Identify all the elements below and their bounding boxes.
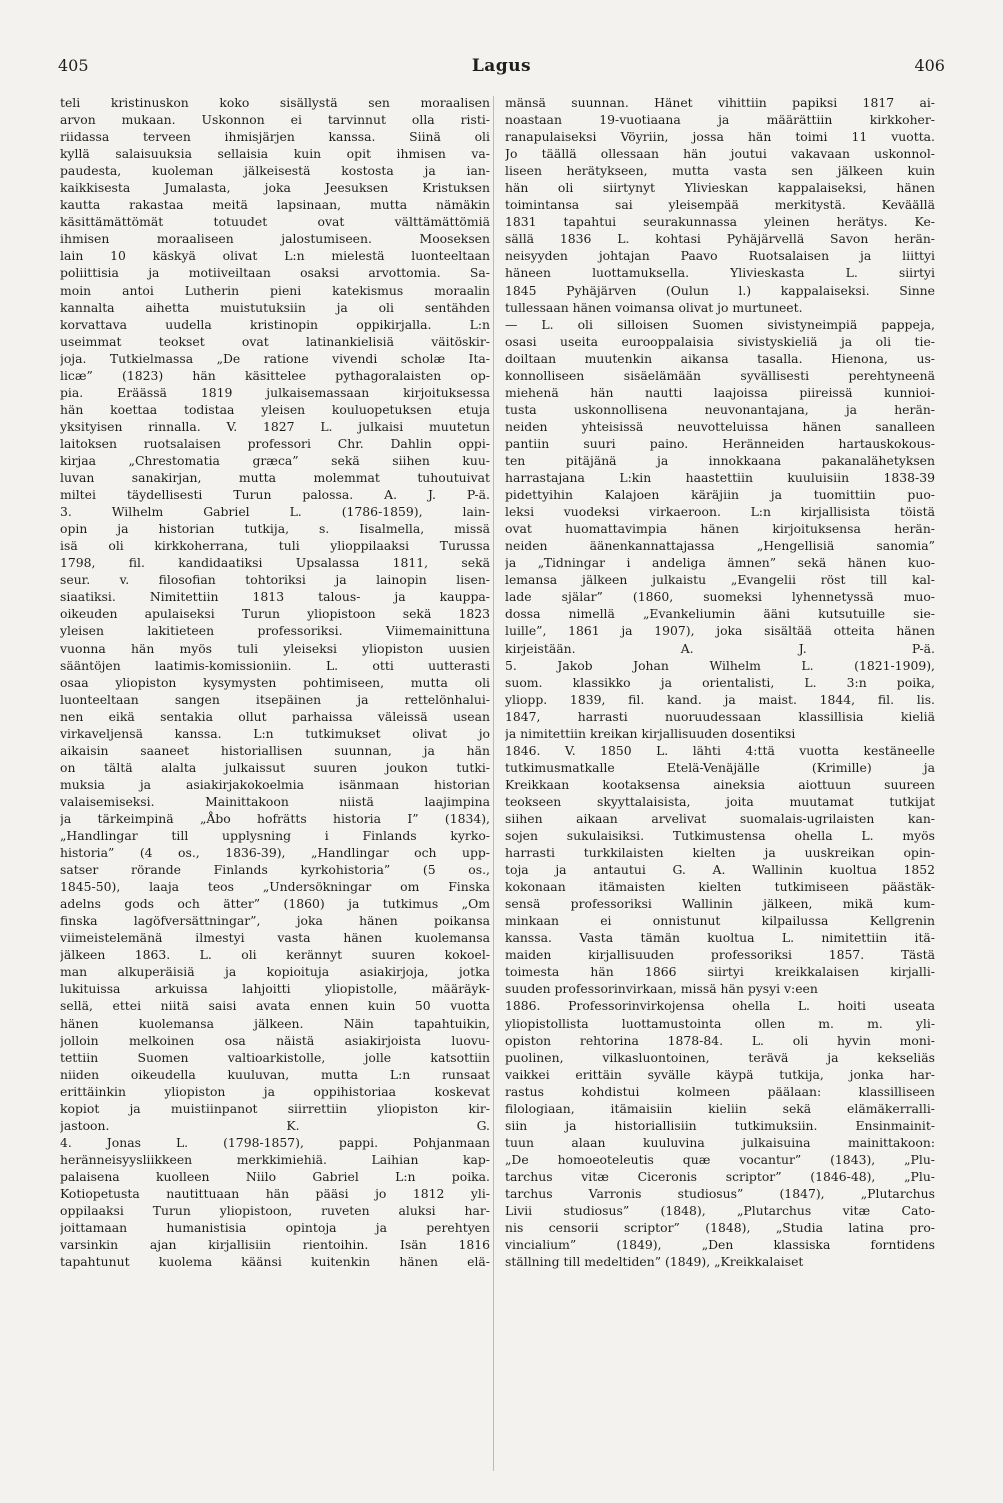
text-line: riidassa terveen ihmisjärjen kanssa. Siinä oli (60, 129, 490, 145)
text-line: Jo täällä ollessaan hän joutui vakavaan uskonnol- (505, 146, 935, 162)
text-line: palaisena kuolleen Niilo Gabriel L:n poika. (60, 1168, 490, 1184)
text-line: doiltaan muutenkin aikansa tasalla. Hienona, us- (505, 350, 935, 366)
right-column (505, 94, 935, 1474)
text-line: oikeuden apulaiseksi Turun yliopistoon sekä 1823 (60, 606, 490, 622)
text-line: useimmat teokset ovat latinankielisiä väitöskir- (60, 333, 490, 349)
text-line: historia” (4 os., 1836-39), „Handlingar och upp- (60, 845, 490, 861)
right-page-number: 406 (914, 56, 945, 75)
text-line: jolloin melkoinen osa näistä asiakirjoista luovu- (60, 1032, 490, 1048)
text-line: nis censorii scriptor” (1848), „Studia latina pro- (505, 1220, 935, 1236)
text-line: luonteeltaan sangen itsepäinen ja rettelönhalui- (60, 691, 490, 707)
text-line: neiden äänenkannattajassa „Hengellisiä sanomia” (505, 538, 935, 554)
text-line: ranapulaiseksi Vöyriin, jossa hän toimi 11 vuotta. (505, 129, 935, 145)
text-line: sellä, ettei niitä saisi avata ennen kuin 50 vuotta (60, 998, 490, 1014)
text-line: Kreikkaan kootaksensa aineksia aiottuun suureen (505, 776, 935, 792)
text-line: kopiot ja muistiinpanot siirrettiin yliopiston kir- (60, 1100, 490, 1116)
text-line: Kotiopetusta nautittuaan hän pääsi jo 1812 yli- (60, 1186, 490, 1201)
text-line: nen eikä sentakia ollut parhaissa väleissä usean (60, 708, 490, 724)
text-line: mänsä suunnan. Hänet vihittiin papiksi 1817 ai- (505, 95, 935, 110)
text-line: puolinen, vilkasluontoinen, terävä ja kekseliäs (505, 1049, 935, 1065)
text-line: kanssa. Vasta tämän kuoltua L. nimitettiin itä- (505, 930, 935, 946)
text-line: toja ja antautui G. A. Wallinin kuoltua 1852 (505, 862, 935, 878)
text-line: joittamaan humanistisia opintoja ja perehtyen (60, 1220, 490, 1236)
text-line: paudesta, kuoleman jälkeisestä kostosta ja ian- (60, 163, 490, 179)
text-line: 3. Wilhelm Gabriel L. (1786-1859), lain- (60, 504, 490, 520)
page-header (58, 56, 945, 82)
text-line: 1798, fil. kandidaatiksi Upsalassa 1811, sekä (60, 555, 490, 571)
text-line: toimesta hän 1866 siirtyi kreikkalaisen kirjalli- (505, 964, 935, 980)
text-line: dossa nimellä „Evankeliumin ääni kutsutuille sie- (505, 606, 935, 622)
text-line: suom. klassikko ja orientalisti, L. 3:n poika, (505, 674, 935, 690)
text-line: harrastajana L:kin haastettiin kuuluisiin 1838-39 (505, 470, 935, 486)
column-divider (493, 96, 494, 1471)
text-line: 1846. V. 1850 L. lähti 4:ttä vuotta kestäneelle (505, 742, 935, 758)
text-line: kirjaa „Chrestomatia græca” sekä siihen kuu- (60, 452, 490, 468)
text-line: siihen aikaan arvelivat suomalais-ugrilaisten kan- (505, 810, 935, 826)
text-line: maiden kirjallisuuden professoriksi 1857. Tästä (505, 947, 935, 963)
text-line: filologiaan, itämaisiin kieliin sekä elämäkerralli- (505, 1100, 935, 1116)
text-line: 4. Jonas L. (1798-1857), pappi. Pohjanmaan (60, 1134, 490, 1150)
text-line: suuden professorinvirkaan, missä hän pysyi v:een (505, 981, 818, 997)
text-line: ja „Tidningar i andeliga ämnen” sekä hänen kuo- (505, 555, 935, 571)
text-line: tusta uskonnollisena neuvonantajana, ja herän- (505, 401, 935, 417)
text-line: kyllä salaisuuksia sellaisia kuin opit ihmisen va- (60, 146, 490, 162)
text-line: laitoksen ruotsalaisen professori Chr. Dahlin oppi- (60, 435, 490, 451)
text-line: vaikkei erittäin syvälle käypä tutkija, jonka har- (505, 1066, 935, 1082)
text-line: vincialium” (1849), „Den klassiska forntidens (505, 1237, 935, 1253)
text-line: opin ja historian tutkija, s. Iisalmella, missä (60, 521, 490, 537)
text-line: niiden oikeudella kuuluvan, mutta L:n runsaat (60, 1066, 490, 1082)
running-title: Lagus (471, 56, 532, 76)
left-page-number: 405 (58, 56, 89, 75)
text-line: kirjeistään. A. J. P-ä. (505, 640, 935, 656)
text-line: tullessaan hänen voimansa olivat jo murtuneet. (505, 299, 803, 315)
text-line: siin ja historiallisiin tutkimuksiin. Ensinmainit- (505, 1117, 935, 1133)
text-line: lain 10 käskyä olivat L:n mielestä luonteeltaan (60, 248, 490, 264)
text-line: kautta rakastaa meitä lapsinaan, mutta nämäkin (60, 197, 490, 213)
text-line: kokonaan itämaisten kielten tutkimiseen päästäk- (505, 879, 935, 895)
text-line: finska lagöfversättningar”, joka hänen poikansa (60, 913, 490, 929)
text-line: joja. Tutkielmassa „De ratione vivendi scholæ Ita- (60, 350, 490, 366)
text-line: häneen luottamuksella. Ylivieskasta L. siirtyi (505, 265, 935, 281)
text-line: ställning till medeltiden” (1849), „Kreikkalaiset (505, 1254, 804, 1270)
text-line: sällä 1836 L. kohtasi Pyhäjärvellä Savon herän- (505, 231, 935, 247)
text-line: Livii studiosus” (1848), „Plutarchus vitæ Cato- (505, 1203, 935, 1219)
text-line: liseen herätykseen, mutta vasta sen jälkeen kuin (505, 163, 935, 179)
text-line: hän koettaa todistaa yleisen kouluopetuksen etuja (60, 401, 490, 417)
text-line: aikaisin saaneet historiallisen suunnan, ja hän (60, 742, 490, 758)
text-line: muksia ja asiakirjakokoelmia isänmaan historian (60, 776, 490, 792)
text-line: jastoon. K. G. (60, 1117, 490, 1133)
text-line: teli kristinuskon koko sisällystä sen moraalisen (60, 95, 490, 110)
text-line: ja tärkeimpinä „Åbo hofrätts historia I” (1834), (60, 810, 490, 826)
text-line: osaa yliopiston kysymysten pohtimiseen, mutta oli (60, 674, 490, 690)
text-line: erittäinkin yliopiston ja oppihistoriaa koskevat (60, 1083, 490, 1099)
text-line: tapahtunut kuolema käänsi kuitenkin hänen elä- (60, 1254, 490, 1270)
text-line: pia. Eräässä 1819 julkaisemassaan kirjoituksessa (60, 384, 490, 400)
text-line: luille”, 1861 ja 1907), joka sisältää otteita hänen (505, 623, 935, 639)
text-line: teokseen skyyttalaisista, joita muutamat tutkijat (505, 793, 935, 809)
text-line: toimintansa sai yleisempää merkitystä. Keväällä (505, 197, 935, 213)
text-line: heränneisyysliikkeen merkkimiehiä. Laihian kap- (60, 1151, 490, 1167)
text-line: miltei täydellisesti Turun palossa. A. J. P-ä. (60, 487, 490, 503)
text-line: satser rörande Finlands kyrkohistoria” (5 os., (60, 862, 490, 878)
text-line: konnolliseen sisäelämään syvällisesti perehtyneenä (505, 367, 935, 383)
text-line: viimeistelemänä ilmestyi vasta hänen kuolemansa (60, 930, 490, 946)
text-line: arvon mukaan. Uskonnon ei tarvinnut olla risti- (60, 112, 490, 128)
text-line: 1845-50), laaja teos „Undersökningar om Finska (60, 879, 490, 895)
text-line: korvattava uudella kristinopin oppikirjalla. L:n (60, 316, 490, 332)
text-line: vuonna hän myös tuli yleiseksi yliopiston uusien (60, 640, 490, 656)
text-line: tarchus vitæ Ciceronis scriptor” (1846-48), „Plu- (505, 1168, 935, 1184)
text-line: hänen kuolemansa jälkeen. Näin tapahtuikin, (60, 1015, 490, 1031)
text-line: leksi vuodeksi virkaeroon. L:n kirjallisista töistä (505, 504, 935, 520)
text-line: yleisen lakitieteen professoriksi. Viimemainittuna (60, 623, 490, 639)
text-line: yksityisen rinnalla. V. 1827 L. julkaisi muutetun (60, 418, 490, 434)
text-line: sensä professoriksi Wallinin jälkeen, mikä kum- (505, 896, 935, 912)
text-line: sojen sukulaisiksi. Tutkimustensa ohella L. myös (505, 828, 935, 844)
text-line: jälkeen 1863. L. oli kerännyt suuren kokoel- (60, 947, 490, 963)
text-line: „De homoeoteleutis quæ vocantur” (1843), „Plu- (505, 1151, 935, 1167)
text-line: 5. Jakob Johan Wilhelm L. (1821-1909), (505, 657, 935, 673)
text-line: man alkuperäisiä ja kopioituja asiakirjoja, jotka (60, 964, 490, 980)
text-line: 1886. Professorinvirkojensa ohella L. hoiti useata (505, 998, 935, 1014)
text-line: adelns gods och ätter” (1860) ja tutkimus „Om (60, 896, 490, 912)
text-line: on tältä alalta julkaissut suuren joukon tutki- (60, 759, 490, 775)
text-line: osasi useita eurooppalaisia sivistyskieliä ja oli tie- (505, 333, 935, 349)
text-line: kannalta aihetta muistutuksiin ja oli sentähden (60, 299, 490, 315)
text-line: ovat huomattavimpia hänen kirjoituksensa herän- (505, 521, 935, 537)
text-line: neiden yhteisissä neuvotteluissa hänen sanalleen (505, 418, 935, 434)
text-line: neisyyden johtajan Paavo Ruotsalaisen ja liittyi (505, 248, 935, 264)
text-line: yliopistollista luottamustointa ollen m. m. yli- (505, 1015, 935, 1031)
text-line: tettiin Suomen valtioarkistolle, jolle katsottiin (60, 1049, 490, 1065)
text-line: valaisemiseksi. Mainittakoon niistä laajimpina (60, 793, 490, 809)
text-line: 1831 tapahtui seurakunnassa yleinen herätys. Ke- (505, 214, 935, 230)
text-line: isä oli kirkkoherrana, tuli ylioppilaaksi Turussa (60, 538, 490, 554)
text-line: rastus kohdistui kolmeen päälaan: klassilliseen (505, 1083, 935, 1099)
text-line: — L. oli silloisen Suomen sivistyneimpiä pappeja, (505, 316, 935, 332)
text-line: yliopp. 1839, fil. kand. ja maist. 1844, fil. lis. (505, 691, 935, 707)
text-line: moin antoi Lutherin pieni katekismus moraalin (60, 282, 490, 298)
text-line: miehenä hän nautti laajoissa piireissä kunnioi- (505, 384, 935, 400)
text-line: tuun alaan kuuluvina julkaisuina mainittakoon: (505, 1134, 935, 1150)
text-line: virkaveljensä kanssa. L:n tutkimukset olivat jo (60, 725, 490, 741)
text-line: poliittisia ja motiiveiltaan osaksi arvottomia. Sa- (60, 265, 490, 281)
text-line: ten pitäjänä ja innokkaana pakanalähetyksen (505, 452, 935, 468)
text-line: lemansa jälkeen julkaistu „Evangelii röst till kal- (505, 572, 935, 588)
text-line: noastaan 19-vuotiaana ja määrättiin kirkkoher- (505, 112, 935, 128)
text-line: tutkimusmatkalle Etelä-Venäjälle (Krimille) ja (505, 759, 935, 775)
text-line: 1847, harrasti nuoruudessaan klassillisia kieliä (505, 708, 935, 724)
text-line: oppilaaksi Turun yliopistoon, ruveten aluksi har- (60, 1203, 490, 1219)
left-column (60, 94, 490, 1474)
text-line: harrasti turkkilaisten kielten ja uuskreikan opin- (505, 845, 935, 861)
text-line: lade själar” (1860, suomeksi lyhennetyssä muo- (505, 589, 935, 605)
text-line: hän oli siirtynyt Ylivieskan kappalaiseksi, hänen (505, 180, 935, 196)
text-line: tarchus Varronis studiosus” (1847), „Plutarchus (505, 1186, 935, 1201)
text-line: pidettyihin Kalajoen käräjiin ja tuomittiin puo- (505, 487, 935, 503)
text-line: luvan sanakirjan, mutta molemmat tuhoutuivat (60, 470, 490, 486)
text-line: licæ” (1823) hän käsittelee pythagoralaisten op- (60, 367, 490, 383)
text-line: ja nimitettiin kreikan kirjallisuuden dosentiksi (505, 725, 796, 741)
text-line: varsinkin ajan kirjallisiin rientoihin. Isän 1816 (60, 1237, 490, 1253)
text-line: seur. v. filosofian tohtoriksi ja lainopin lisen- (60, 572, 490, 588)
text-line: siaatiksi. Nimitettiin 1813 talous- ja kauppa- (60, 589, 490, 605)
text-line: opiston rehtorina 1878-84. L. oli hyvin moni- (505, 1032, 935, 1048)
text-line: pantiin suuri paino. Heränneiden hartauskokous- (505, 435, 935, 451)
text-line: 1845 Pyhäjärven (Oulun l.) kappalaiseksi. Sinne (505, 282, 935, 298)
text-line: „Handlingar till upplysning i Finlands kyrko- (60, 828, 490, 844)
text-line: ihmisen moraaliseen jalostumiseen. Mooseksen (60, 231, 490, 247)
text-line: sääntöjen laatimis-komissioniin. L. otti uutterasti (60, 657, 490, 673)
text-line: käsittämättömät totuudet ovat välttämättömiä (60, 214, 490, 230)
text-line: lukituissa arkuissa lahjoitti yliopistolle, määräyk- (60, 981, 490, 997)
text-line: kaikkisesta Jumalasta, joka Jeesuksen Kristuksen (60, 180, 490, 196)
text-line: minkaan ei onnistunut kilpailussa Kellgrenin (505, 913, 935, 929)
